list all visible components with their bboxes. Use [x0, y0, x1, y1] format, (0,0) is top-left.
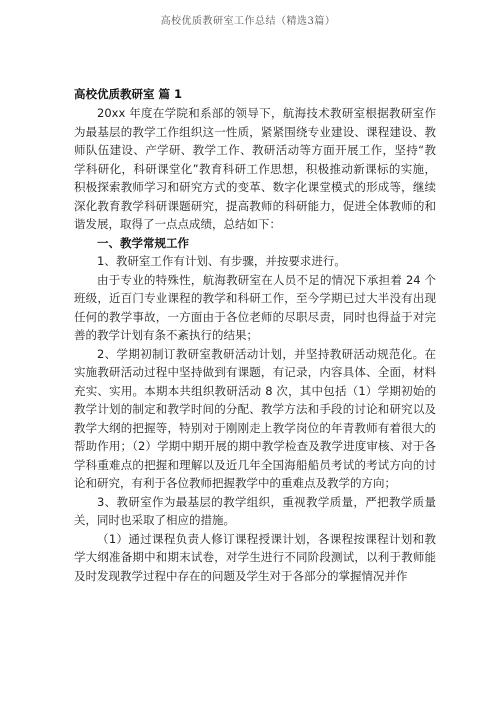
- paragraph-item-3: 3、教研室作为最基层的教学组织，重视教学质量，严把教学质量关，同时也采取了相应的措施。: [74, 494, 436, 527]
- paragraph-item-2: 2、学期初制订教研室教研活动计划，并坚持教研活动规范化。在实施教研活动过程中坚持做到有课题，有记录，内容具体、全面，材料充实、实用。本期本共组织教研活动 8 次，其中包括（1）学期初始的教学计划的制定和教学时间的分配、教学方法和手段的讨论和研究以及教学大纲的把握等，特别对于刚刚走上教学岗位的年青教师有着很大的帮助作用；（2）学期中期开展的期中教学检查及教学进度审核、对于各学科重难点的把握和理解以及近几年全国海船船员考试的考试方向的讨论和研究，有利于各位教师把握教学中的重难点及教学的方向；: [74, 346, 436, 490]
- section-heading: 高校优质教研室 篇 1: [74, 87, 183, 101]
- paragraph-item-1: 1、教研室工作有计划、有步骤，并按要求进行。: [97, 254, 346, 268]
- intro-paragraph: 20xx 年度在学院和系部的领导下，航海技术教研室根据教研室作为最基层的教学工作组织这一性质，紧紧围绕专业建设、课程建设、教师队伍建设、产学研、教学工作、教研活动等方面开展工作，坚持“教学科研化，科研课堂化”教育科研工作思想，积极推动新课标的实施，积极探索教师学习和研究方式的变革、数字化课堂模式的形成等，继续深化教育教学科研课题研究，提高教师的科研能力，促进全体教师的和谐发展，取得了一点点成绩，总结如下：: [74, 106, 436, 231]
- document-title: 高校优质教研室工作总结（精选3篇）: [160, 16, 336, 27]
- paragraph-measure-1: （1）通过课程负责人修订课程授课计划，各课程按课程计划和教学大纲准备期中和期末试卷，对学生进行不同阶段测试，以利于教师能及时发现教学过程中存在的问题及学生对于各部分的掌握情况并作: [74, 531, 436, 583]
- subheading-routine-work: 一、教学常规工作: [97, 235, 189, 250]
- paragraph-workload: 由于专业的特殊性，航海教研室在人员不足的情况下承担着 24 个班级，近百门专业课程的教学和科研工作，至今学期已过大半没有出现任何的教学事故，一方面由于各位老师的尽职尽责，同时也得益于对完善的教学计划有条不紊执行的结果；: [74, 272, 436, 342]
- section-body: [74, 104, 436, 585]
